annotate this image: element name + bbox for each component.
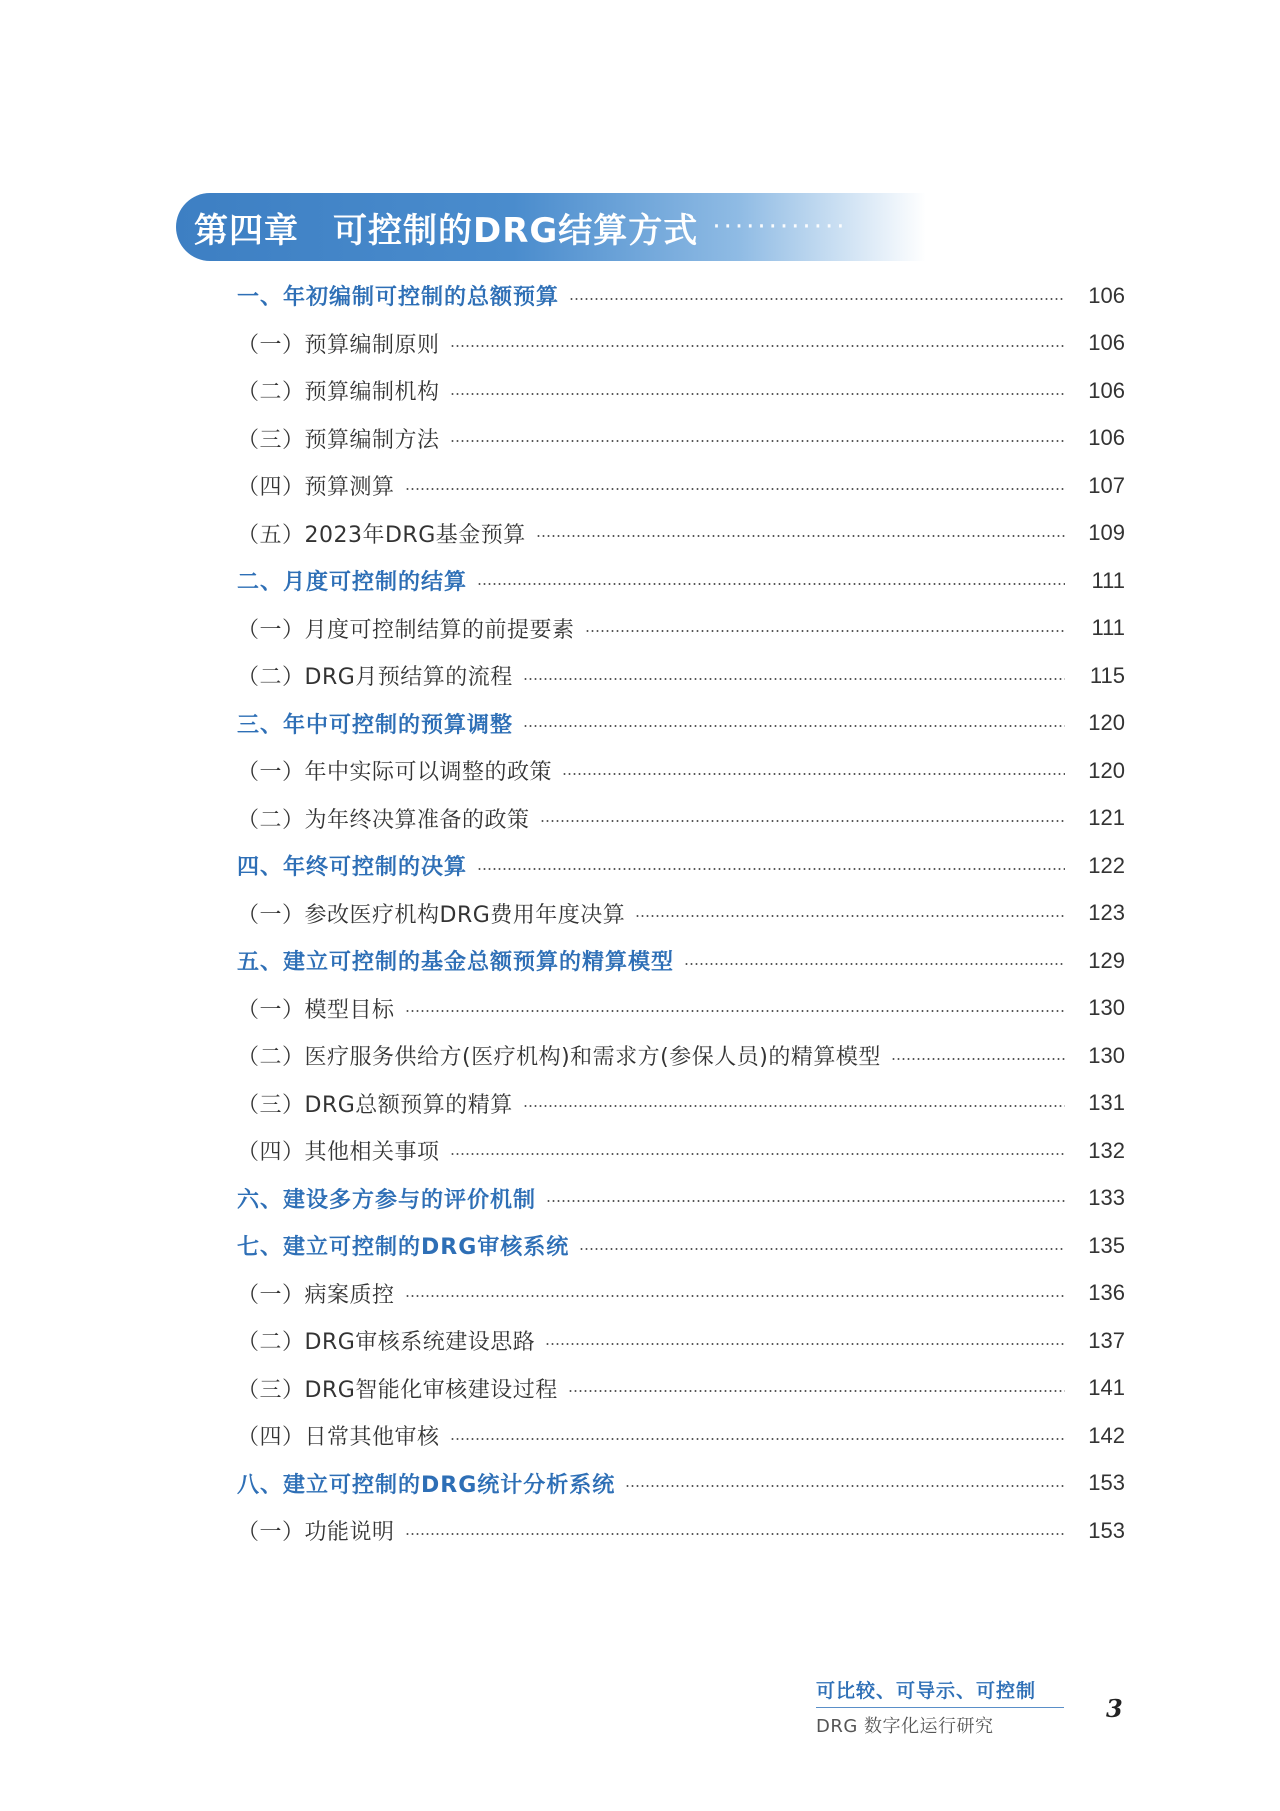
table-of-contents <box>237 272 1125 1555</box>
toc-entry-label: 五、建立可控制的基金总额预算的精算模型 <box>237 950 675 976</box>
toc-entry-page: 133 <box>1088 1185 1125 1211</box>
chapter-heading <box>194 203 698 252</box>
toc-subsection-entry[interactable] <box>237 320 1125 368</box>
toc-entry-page: 137 <box>1088 1327 1125 1353</box>
toc-entry-page: 107 <box>1088 472 1125 498</box>
footer-subtitle: DRG 数字化运行研究 <box>816 1716 994 1737</box>
toc-entry-label: （四）日常其他审核 <box>237 1425 440 1451</box>
toc-dot-leader <box>523 678 1065 680</box>
toc-entry-page: 129 <box>1088 947 1125 973</box>
toc-entry-label: 六、建设多方参与的评价机制 <box>237 1187 537 1213</box>
toc-entry-label: （一）病案质控 <box>237 1282 395 1308</box>
toc-subsection-entry[interactable] <box>237 1507 1125 1555</box>
toc-entry-page: 135 <box>1088 1232 1125 1258</box>
toc-dot-leader <box>684 963 1065 965</box>
toc-entry-page: 109 <box>1088 520 1125 546</box>
toc-entry-page: 115 <box>1089 662 1125 688</box>
toc-subsection-entry[interactable] <box>237 747 1125 795</box>
toc-section-entry[interactable] <box>237 1175 1125 1223</box>
toc-subsection-entry[interactable] <box>237 1317 1125 1365</box>
toc-entry-page: 121 <box>1088 805 1125 831</box>
toc-entry-label: （四）其他相关事项 <box>237 1140 440 1166</box>
toc-entry-label: （三）DRG总额预算的精算 <box>237 1092 513 1118</box>
toc-entry-page: 132 <box>1088 1137 1125 1163</box>
toc-entry-page: 111 <box>1091 567 1125 593</box>
toc-subsection-entry[interactable] <box>237 1080 1125 1128</box>
toc-entry-label: （二）DRG审核系统建设思路 <box>237 1330 536 1356</box>
toc-entry-label: （一）模型目标 <box>237 997 395 1023</box>
toc-subsection-entry[interactable] <box>237 462 1125 510</box>
toc-section-entry[interactable] <box>237 842 1125 890</box>
toc-dot-leader <box>450 1153 1065 1155</box>
toc-entry-page: 130 <box>1088 995 1125 1021</box>
toc-dot-leader <box>545 1343 1065 1345</box>
toc-dot-leader <box>523 725 1065 727</box>
toc-entry-page: 131 <box>1088 1090 1125 1116</box>
toc-entry-label: （二）医疗服务供给方(医疗机构)和需求方(参保人员)的精算模型 <box>237 1045 881 1071</box>
toc-dot-leader <box>450 345 1065 347</box>
chapter-dots: ············ <box>712 212 848 242</box>
toc-entry-label: （二）DRG月预结算的流程 <box>237 665 513 691</box>
toc-entry-page: 106 <box>1088 282 1125 308</box>
chapter-banner <box>176 193 926 261</box>
toc-dot-leader <box>569 298 1065 300</box>
toc-dot-leader <box>540 820 1065 822</box>
toc-section-entry[interactable] <box>237 1222 1125 1270</box>
toc-dot-leader <box>579 1248 1065 1250</box>
toc-entry-label: （五）2023年DRG基金预算 <box>237 522 526 548</box>
toc-entry-page: 142 <box>1088 1422 1125 1448</box>
toc-entry-label: 四、年终可控制的决算 <box>237 855 468 881</box>
footer <box>816 1676 1064 1738</box>
toc-entry-page: 136 <box>1088 1280 1125 1306</box>
chapter-title: 可控制的DRG结算方式 <box>333 210 699 251</box>
toc-entry-label: 八、建立可控制的DRG统计分析系统 <box>237 1472 616 1498</box>
toc-entry-label: （二）为年终决算准备的政策 <box>237 807 530 833</box>
toc-subsection-entry[interactable] <box>237 1032 1125 1080</box>
toc-subsection-entry[interactable] <box>237 1127 1125 1175</box>
toc-subsection-entry[interactable] <box>237 605 1125 653</box>
toc-entry-page: 141 <box>1088 1375 1125 1401</box>
toc-dot-leader <box>450 393 1065 395</box>
toc-subsection-entry[interactable] <box>237 415 1125 463</box>
toc-entry-page: 120 <box>1088 757 1125 783</box>
toc-entry-label: （四）预算测算 <box>237 475 395 501</box>
toc-dot-leader <box>625 1485 1065 1487</box>
toc-entry-label: 二、月度可控制的结算 <box>237 570 468 596</box>
toc-entry-label: （一）参改医疗机构DRG费用年度决算 <box>237 902 626 928</box>
toc-dot-leader <box>891 1058 1065 1060</box>
toc-dot-leader <box>477 868 1065 870</box>
toc-subsection-entry[interactable] <box>237 1365 1125 1413</box>
toc-dot-leader <box>562 773 1065 775</box>
toc-entry-label: 七、建立可控制的DRG审核系统 <box>237 1235 570 1261</box>
toc-entry-label: （一）功能说明 <box>237 1520 395 1546</box>
toc-dot-leader <box>536 535 1065 537</box>
toc-subsection-entry[interactable] <box>237 985 1125 1033</box>
toc-dot-leader <box>450 440 1065 442</box>
toc-subsection-entry[interactable] <box>237 367 1125 415</box>
toc-dot-leader <box>405 1295 1065 1297</box>
toc-dot-leader <box>523 1105 1065 1107</box>
toc-dot-leader <box>568 1390 1065 1392</box>
toc-section-entry[interactable] <box>237 272 1125 320</box>
toc-dot-leader <box>585 630 1065 632</box>
toc-subsection-entry[interactable] <box>237 890 1125 938</box>
toc-entry-page: 153 <box>1088 1470 1125 1496</box>
toc-entry-label: （三）预算编制方法 <box>237 427 440 453</box>
chapter-number: 第四章 <box>194 210 299 251</box>
toc-subsection-entry[interactable] <box>237 652 1125 700</box>
toc-dot-leader <box>405 488 1065 490</box>
page-number: 3 <box>1106 1694 1123 1723</box>
toc-entry-page: 111 <box>1091 615 1125 641</box>
toc-section-entry[interactable] <box>237 700 1125 748</box>
toc-entry-page: 106 <box>1088 425 1125 451</box>
toc-dot-leader <box>450 1438 1065 1440</box>
toc-entry-label: （二）预算编制机构 <box>237 380 440 406</box>
toc-entry-label: （一）年中实际可以调整的政策 <box>237 760 553 786</box>
toc-dot-leader <box>405 1010 1065 1012</box>
toc-entry-page: 123 <box>1088 900 1125 926</box>
footer-title: 可比较、可导示、可控制 <box>816 1676 1064 1708</box>
toc-entry-page: 106 <box>1088 377 1125 403</box>
toc-entry-page: 130 <box>1088 1042 1125 1068</box>
toc-section-entry[interactable] <box>237 557 1125 605</box>
toc-entry-page: 106 <box>1088 330 1125 356</box>
toc-dot-leader <box>405 1533 1065 1535</box>
toc-entry-label: （一）月度可控制结算的前提要素 <box>237 617 575 643</box>
toc-entry-page: 120 <box>1088 710 1125 736</box>
toc-subsection-entry[interactable] <box>237 1412 1125 1460</box>
toc-dot-leader <box>477 583 1065 585</box>
toc-subsection-entry[interactable] <box>237 1270 1125 1318</box>
toc-section-entry[interactable] <box>237 937 1125 985</box>
toc-entry-label: （一）预算编制原则 <box>237 332 440 358</box>
toc-entry-label: （三）DRG智能化审核建设过程 <box>237 1377 558 1403</box>
toc-subsection-entry[interactable] <box>237 795 1125 843</box>
toc-entry-label: 三、年中可控制的预算调整 <box>237 712 514 738</box>
toc-entry-page: 153 <box>1088 1517 1125 1543</box>
toc-subsection-entry[interactable] <box>237 510 1125 558</box>
toc-dot-leader <box>635 915 1065 917</box>
toc-entry-label: 一、年初编制可控制的总额预算 <box>237 285 560 311</box>
toc-section-entry[interactable] <box>237 1460 1125 1508</box>
toc-entry-page: 122 <box>1088 852 1125 878</box>
toc-dot-leader <box>546 1200 1065 1202</box>
